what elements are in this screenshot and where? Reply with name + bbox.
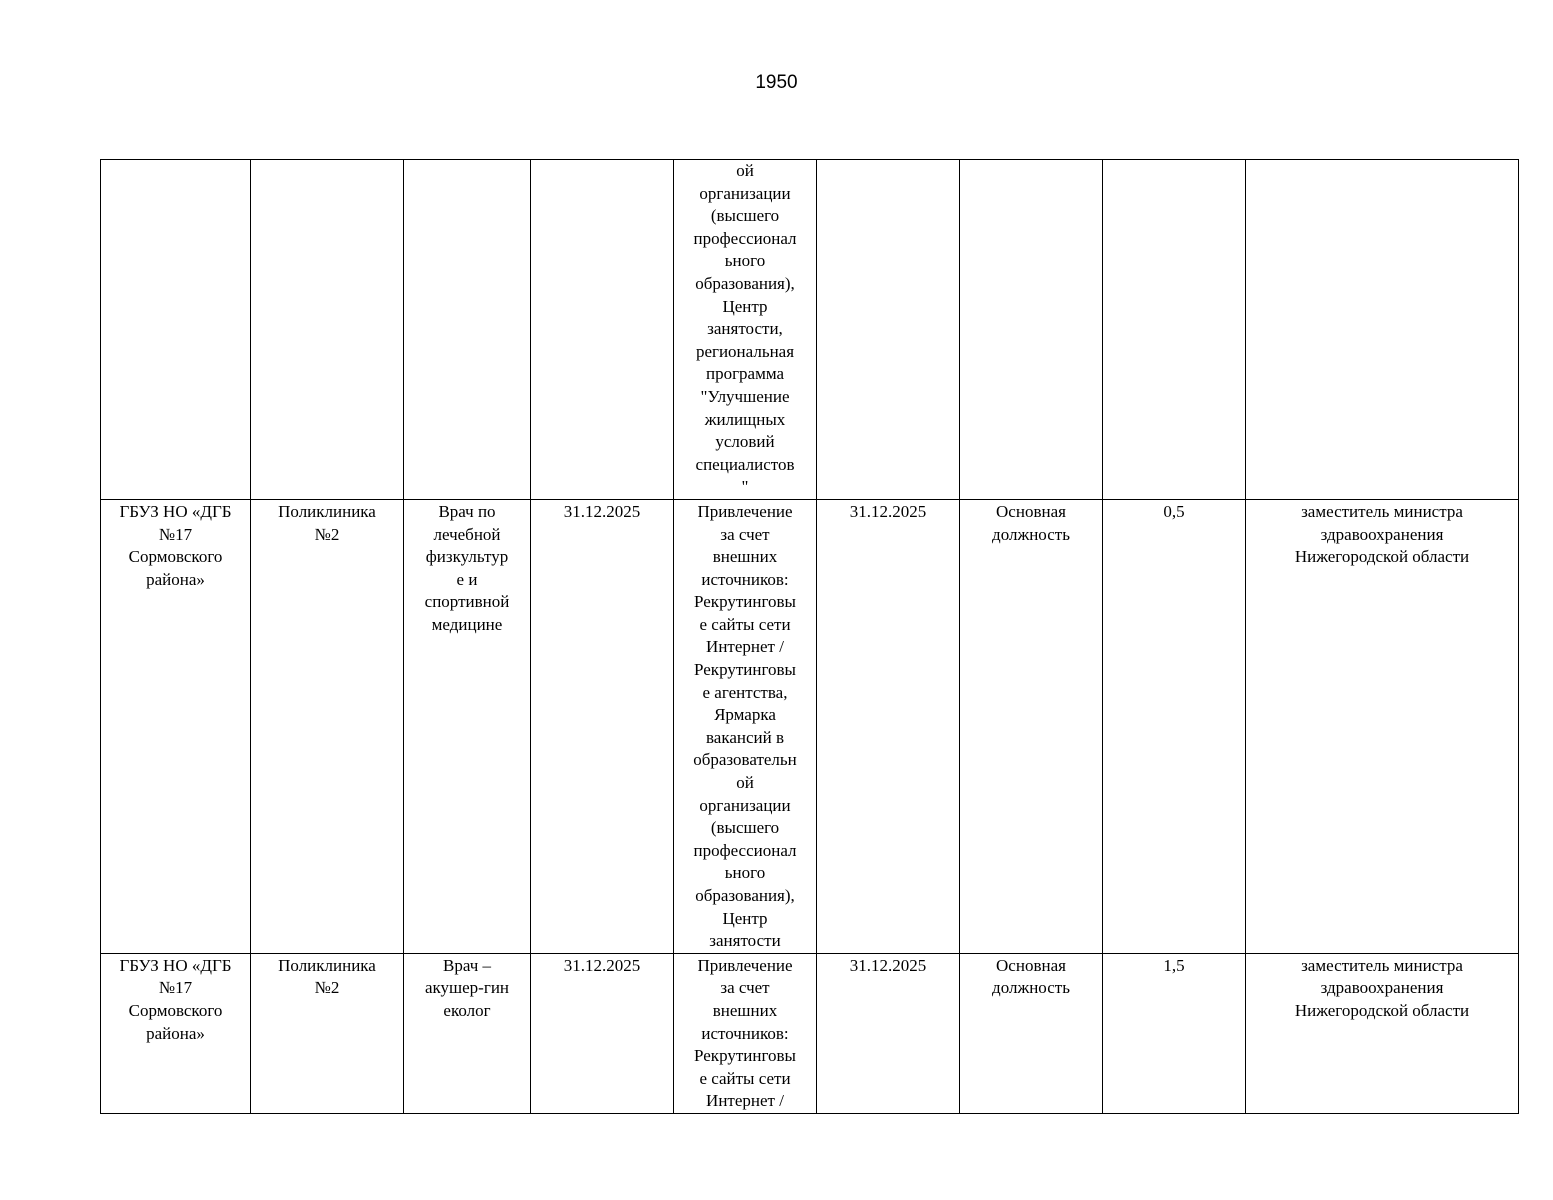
cell-department: Поликлиника №2 <box>251 953 404 1113</box>
cell-date: 31.12.2025 <box>817 953 960 1113</box>
cell-institution: ГБУЗ НО «ДГБ №17 Сормовского района» <box>101 953 251 1113</box>
table-row <box>101 953 1519 1113</box>
cell-position: Врач – акушер-гин еколог <box>404 953 531 1113</box>
cell-department <box>251 160 404 500</box>
cell-position-type: Основная должность <box>960 953 1103 1113</box>
table-row <box>101 499 1519 953</box>
cell-position: Врач по лечебной физкультур е и спортивной медицине <box>404 499 531 953</box>
cell-responsible: заместитель министра здравоохранения Нижегородской области <box>1246 953 1519 1113</box>
cell-institution: ГБУЗ НО «ДГБ №17 Сормовского района» <box>101 499 251 953</box>
vacancy-table <box>100 159 1519 1114</box>
cell-rate: 0,5 <box>1103 499 1246 953</box>
cell-measures: Привлечение за счет внешних источников: Рекрутинговы е сайты сети Интернет / Рекрутинговы е агентства, Ярмарка вакансий в образовательн ой организации (высшего профессионал ьного образования), Центр занятости <box>674 499 817 953</box>
cell-date <box>817 160 960 500</box>
cell-date: 31.12.2025 <box>817 499 960 953</box>
cell-department: Поликлиника №2 <box>251 499 404 953</box>
cell-deadline: 31.12.2025 <box>531 499 674 953</box>
cell-responsible <box>1246 160 1519 500</box>
cell-rate <box>1103 160 1246 500</box>
cell-measures: ой организации (высшего профессионал ьного образования), Центр занятости, региональная программа "Улучшение жилищных условий специалистов " <box>674 160 817 500</box>
cell-deadline <box>531 160 674 500</box>
page-number: 1950 <box>755 72 798 93</box>
cell-deadline: 31.12.2025 <box>531 953 674 1113</box>
cell-measures: Привлечение за счет внешних источников: Рекрутинговы е сайты сети Интернет / <box>674 953 817 1113</box>
cell-institution <box>101 160 251 500</box>
cell-position-type <box>960 160 1103 500</box>
cell-rate: 1,5 <box>1103 953 1246 1113</box>
cell-responsible: заместитель министра здравоохранения Нижегородской области <box>1246 499 1519 953</box>
cell-position-type: Основная должность <box>960 499 1103 953</box>
cell-position <box>404 160 531 500</box>
table-row <box>101 160 1519 500</box>
